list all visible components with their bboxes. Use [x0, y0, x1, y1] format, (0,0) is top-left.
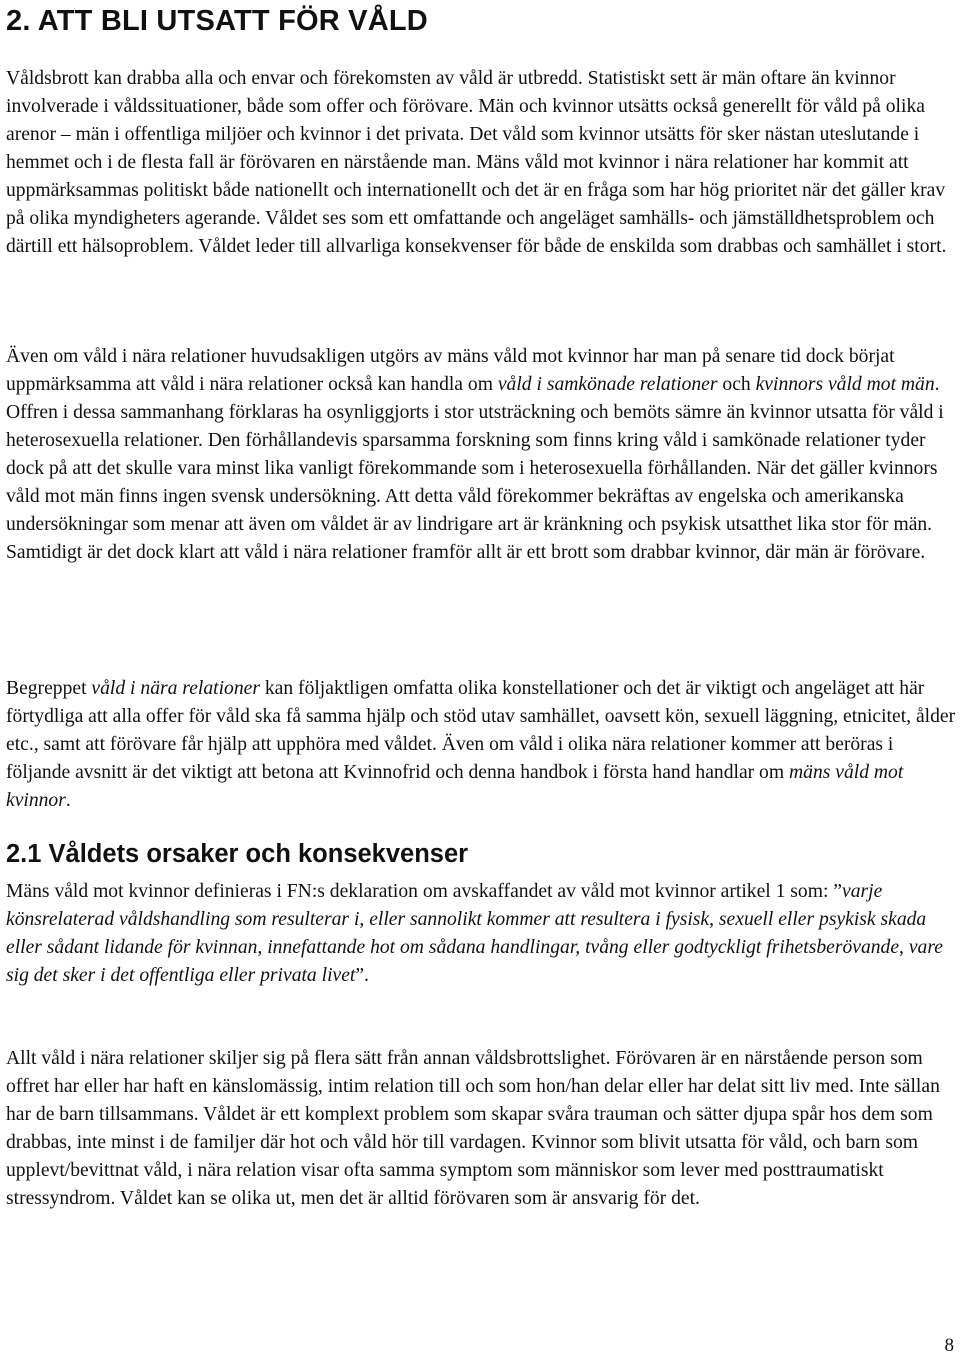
- paragraph-nara-relationer: Allt våld i nära relationer skiljer sig på flera sätt från annan våldsbrottslighet. Förövaren är en närstående person som offret har eller har haft en känslomässig, intim relation till och som hon/han delar eller har delat sitt liv med. Inte sällan har de barn tillsammans. Våldet är ett komplext problem som skapar svåra trauman och sätter djupa spår hos dem som drabbas, inte minst i de familjer där hot och våld hör till vardagen. Kvinnor som blivit utsatta för våld, och barn som upplevt/bevittnat våld, i nära relation visar ofta samma symptom som människor som lever med posttraumatiskt stressyndrom. Våldet kan se olika ut, men det är alltid förövaren som är ansvarig för det.: [6, 1048, 940, 1209]
- p4-text-c: ”.: [355, 965, 369, 986]
- p4-text-a: Mäns våld mot kvinnor definieras i FN:s deklaration om avskaffandet av våld mot kvinnor artikel 1 som: ”: [6, 881, 843, 902]
- page-number: 8: [944, 1335, 954, 1356]
- p2-italic-d: kvinnors våld mot män: [755, 374, 935, 395]
- paragraph-samkonade: [6, 343, 958, 567]
- p3-text-e: .: [65, 790, 71, 811]
- paragraph-begreppet: [6, 675, 958, 815]
- p3-italic-b: våld i nära relationer: [91, 678, 260, 699]
- p2-text-c: och: [717, 374, 756, 395]
- p4-quote-italic: varje könsrelaterad våldshandling som resulterar i, eller sannolikt kommer att resultera i fysisk, sexuell eller psykisk skada eller sådant lidande för kvinnan, innefattande hot om sådana handlingar, tvång eller godtyckligt frihetsberövande, vare sig det sker i det offentliga eller privata livet: [6, 881, 943, 986]
- p3-text-a: Begreppet: [6, 678, 92, 699]
- p2-italic-b: våld i samkönade relationer: [497, 374, 718, 395]
- subsection-heading: 2.1 Våldets orsaker och konsekvenser: [6, 840, 469, 868]
- p3-italic-d: mäns våld mot kvinnor: [6, 762, 904, 811]
- section-heading: 2. ATT BLI UTSATT FÖR VÅLD: [6, 5, 428, 37]
- p3-text-c: kan följaktligen omfatta olika konstellationer och det är viktigt och angeläget att här förtydliga att alla offer för våld ska få samma hjälp och stöd utav samhället, oavsett kön, sexuell läggning, etnicitet, ålder etc., samt att förövare får hjälp att upphöra med våldet. Även om våld i olika nära relationer kommer att beröras i följande avsnitt är det viktigt att betona att Kvinnofrid och denna handbok i första hand handlar om: [6, 678, 956, 783]
- p2-text-e: . Offren i dessa sammanhang förklaras ha osynliggjorts i stor utsträckning och bemöts sämre än kvinnor utsatta för våld i heterosexuella relationer. Den förhållandevis sparsamma forskning som finns kring våld i samkönade relationer tyder dock på att det skulle vara minst lika vanligt förekommande som i heterosexuella förhållanden. När det gäller kvinnors våld mot män finns ingen svensk undersökning. Att detta våld förekommer bekräftas av engelska och amerikanska undersökningar som menar att även om våldet är av lindrigare art är kränkning och psykisk utsatthet lika stor för män. Samtidigt är det dock klart att våld i nära relationer framför allt är ett brott som drabbar kvinnor, där män är förövare.: [6, 374, 944, 563]
- paragraph-intro: Våldsbrott kan drabba alla och envar och förekomsten av våld är utbredd. Statistiskt sett är män oftare än kvinnor involverade i våldssituationer, både som offer och förövare. Män och kvinnor utsätts också generellt för våld på olika arenor – män i offentliga miljöer och kvinnor i det privata. Det våld som kvinnor utsätts för sker nästan uteslutande i hemmet och i de flesta fall är förövaren en närstående man. Mäns våld mot kvinnor i nära relationer har kommit att uppmärksammas politiskt både nationellt och internationellt och det är en fråga som har hög prioritet när det gäller krav på olika myndigheters agerande. Våldet ses som ett omfattande och angeläget samhälls- och jämställdhetsproblem och därtill ett hälsoproblem. Våldet leder till allvarliga konsekvenser för både de enskilda som drabbas och samhället i stort.: [6, 68, 947, 257]
- p2-text-a: Även om våld i nära relationer huvudsakligen utgörs av mäns våld mot kvinnor har man på senare tid dock börjat uppmärksamma att våld i nära relationer också kan handla om: [6, 346, 895, 395]
- paragraph-fn-definition: [6, 878, 958, 990]
